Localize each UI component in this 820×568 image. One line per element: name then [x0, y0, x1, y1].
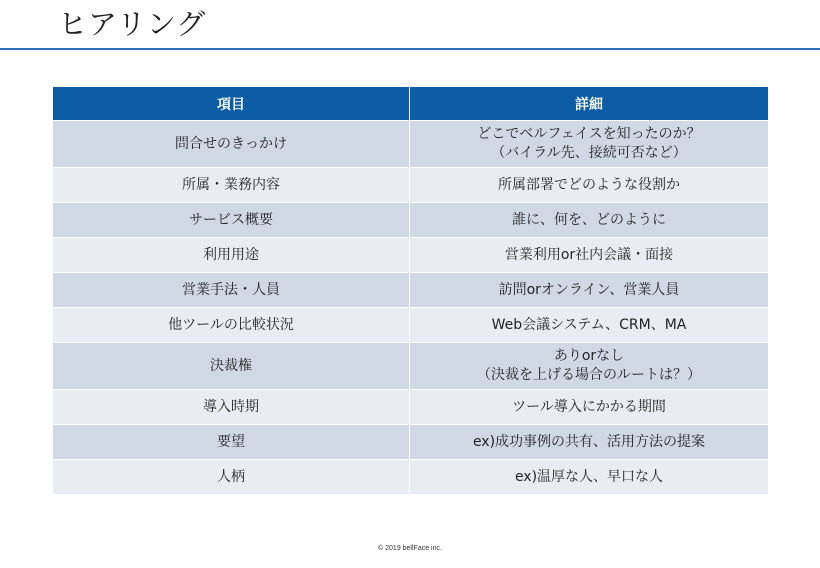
row-item-cell: 導入時期: [53, 390, 410, 425]
detail-line: （決裁を上げる場合のルートは？）: [477, 367, 701, 383]
header-detail: 詳細: [410, 87, 769, 121]
row-detail-cell: [410, 273, 769, 308]
table-row: [53, 460, 769, 495]
table-body: [53, 121, 769, 495]
row-item-cell: 所属・業務内容: [53, 168, 410, 203]
table-row: [53, 203, 769, 238]
detail-line: Web会議システム、CRM、MA: [491, 316, 687, 333]
detail-line: 訪問orオンライン、営業人員: [498, 281, 680, 298]
row-detail-cell: [410, 121, 769, 168]
row-item-cell: 営業手法・人員: [53, 273, 410, 308]
copyright-footer: © 2019 bellFace inc.: [378, 545, 442, 552]
table-row: [53, 121, 769, 168]
detail-line: ex)温厚な人、早口な人: [514, 468, 664, 485]
detail-line: 営業利用or社内会議・面接: [504, 246, 674, 263]
row-detail-cell: [410, 238, 769, 273]
row-detail-cell: [410, 343, 769, 390]
row-item-cell: サービス概要: [53, 203, 410, 238]
detail-line: ツール導入にかかる期間: [512, 398, 666, 415]
detail-line: 誰に、何を、どのように: [512, 211, 666, 228]
detail-line: （バイラル先、接続可否など）: [491, 145, 687, 161]
table-row: [53, 308, 769, 343]
row-detail-cell: [410, 460, 769, 495]
header-item: 項目: [53, 87, 410, 121]
hearing-table: [52, 87, 769, 495]
table-row: [53, 238, 769, 273]
table-row: [53, 168, 769, 203]
row-item-cell: 人柄: [53, 460, 410, 495]
row-item-cell: 他ツールの比較状況: [53, 308, 410, 343]
row-item-cell: 要望: [53, 425, 410, 460]
detail-line: 所属部署でどのような役割か: [498, 176, 680, 193]
title-divider: [0, 48, 820, 50]
table-header-row: [53, 87, 769, 121]
row-detail-cell: [410, 308, 769, 343]
row-item-cell: 利用用途: [53, 238, 410, 273]
table-row: [53, 343, 769, 390]
row-item-cell: 決裁権: [53, 343, 410, 390]
detail-line: どこでベルフェイスを知ったのか？: [477, 126, 701, 142]
slide-title: ヒアリング: [58, 7, 207, 41]
table-row: [53, 425, 769, 460]
row-detail-cell: [410, 425, 769, 460]
detail-line: ありorなし: [553, 348, 625, 364]
table-row: [53, 273, 769, 308]
row-detail-cell: [410, 168, 769, 203]
detail-line: ex)成功事例の共有、活用方法の提案: [472, 433, 706, 450]
row-detail-cell: [410, 390, 769, 425]
row-item-cell: 問合せのきっかけ: [53, 121, 410, 168]
row-detail-cell: [410, 203, 769, 238]
table-row: [53, 390, 769, 425]
